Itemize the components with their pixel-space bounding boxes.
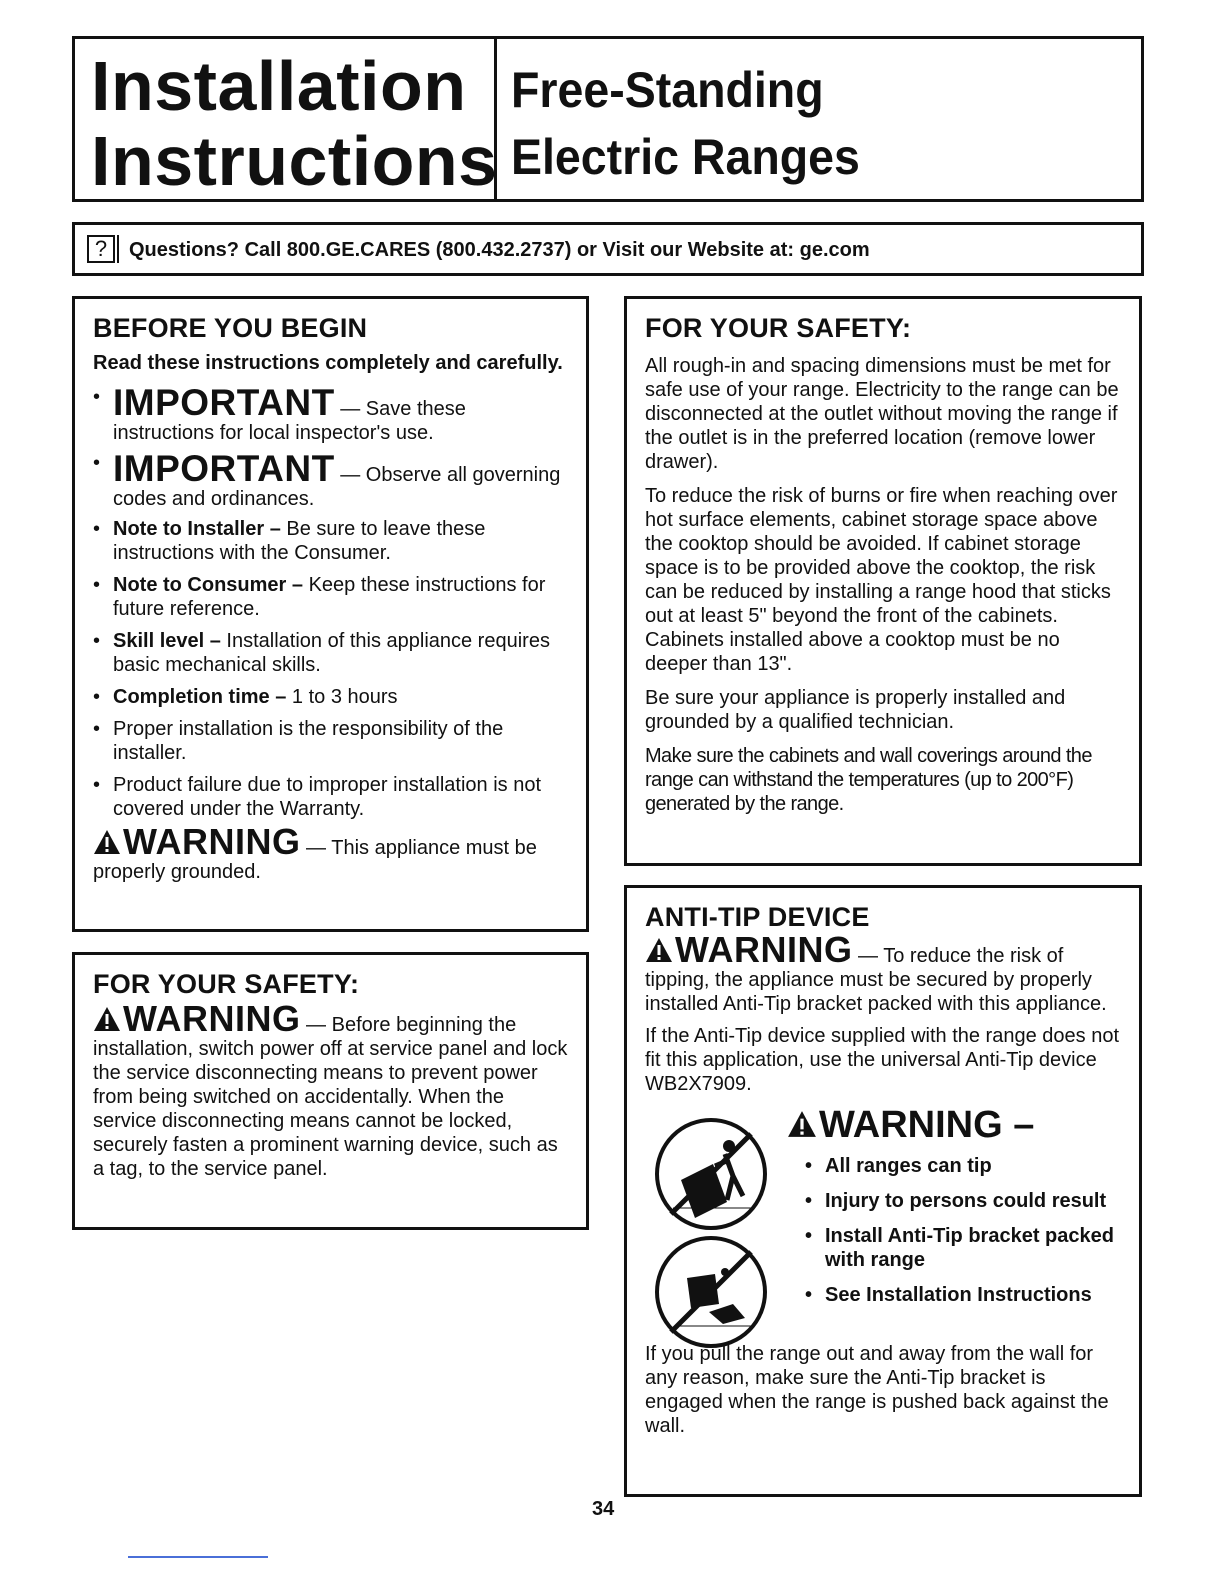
paragraph: Make sure the cabinets and wall coverings around the range can withstand the temperatures (up to 200°F) generated by the range. <box>645 745 1092 815</box>
important-text: — Observe all governing codes and ordinances. <box>113 464 561 510</box>
section-heading: FOR YOUR SAFETY: <box>93 969 360 999</box>
important-label: IMPORTANT <box>113 448 335 489</box>
warning-triangle-icon <box>93 1006 121 1032</box>
warning-triangle-icon <box>787 1110 817 1138</box>
callout-title-text: WARNING – <box>819 1104 1035 1146</box>
warning-label: WARNING <box>123 998 301 1039</box>
warning-text: — This appliance must be properly grounded. <box>93 837 537 883</box>
section-heading: ANTI-TIP DEVICE <box>645 902 870 932</box>
warning-text: — To reduce the risk of tipping, the appliance must be secured by properly installed Anti-Tip bracket packed with this appliance. <box>645 945 1107 1015</box>
list-item: • Install Anti-Tip bracket packed with range <box>805 1224 1145 1272</box>
item-text: Product failure due to improper installation is not covered under the Warranty. <box>113 774 542 820</box>
list-item <box>93 717 568 765</box>
callout-title <box>787 1104 1034 1147</box>
warning-label: WARNING <box>675 929 853 970</box>
safety-panel-right <box>624 296 1142 866</box>
item-text: Installation of this appliance requires basic mechanical skills. <box>113 630 550 676</box>
list-item: • Injury to persons could result <box>805 1189 1145 1213</box>
grounding-warning <box>93 821 568 884</box>
tip-warning-callout <box>645 1104 1121 1336</box>
list-item <box>93 517 568 565</box>
paragraph: To reduce the risk of burns or fire when reaching over hot surface elements, cabinet storage space above the cooktop should be avoided. If cabinet storage space is to be provided above the cooktop, the risk can be reduced by installing a range hood that sticks out at least 5" beyond the front of the cabinets. Cabinets installed above a cooktop must be no deeper than 13". <box>645 485 1118 675</box>
warning-triangle-icon <box>93 829 121 855</box>
list-item: • All ranges can tip <box>805 1154 1145 1178</box>
item-text: 1 to 3 hours <box>286 686 398 708</box>
paragraph: All rough-in and spacing dimensions must be met for safe use of your range. Electricity to the range can be disconnected at the outlet without moving the range if the outlet is in the preferred location (remove lower drawer). <box>645 355 1119 473</box>
list-item <box>93 685 568 709</box>
bullet-list <box>93 382 568 821</box>
tipping-warning <box>645 929 1121 1016</box>
anti-tip-panel <box>624 885 1142 1497</box>
important-text: — Save these instructions for local inspector's use. <box>113 398 466 444</box>
intro-text: Read these instructions completely and carefully. <box>93 352 563 374</box>
question-mark-icon: ? <box>87 235 115 263</box>
list-item <box>93 382 568 445</box>
item-label: Completion time – <box>113 686 287 708</box>
item-text: Proper installation is the responsibility of the installer. <box>113 718 504 764</box>
page-number: 34 <box>592 1498 615 1520</box>
before-you-begin-panel <box>72 296 589 932</box>
footer-rule <box>128 1556 268 1558</box>
document-title-line-2: Instructions <box>91 122 498 200</box>
list-item <box>93 448 568 511</box>
range-tipping-icon <box>653 1116 769 1232</box>
warning-triangle-icon <box>645 937 673 963</box>
list-item <box>93 629 568 677</box>
list-item <box>93 773 568 821</box>
questions-contact-text: Questions? Call 800.GE.CARES (800.432.2737) or Visit our Website at: ge.com <box>129 239 870 261</box>
item-text: Keep these instructions for future reference. <box>113 574 546 620</box>
important-label: IMPORTANT <box>113 382 335 423</box>
list-item: • See Installation Instructions <box>805 1283 1145 1307</box>
warning-text: — Before beginning the installation, switch power off at service panel and lock the service disconnecting means to prevent power from being switched on accidentally. When the service disconnecting means cannot be locked, securely fasten a prominent warning device, such as a tag, to the service panel. <box>93 1014 568 1180</box>
callout-list <box>805 1154 1145 1318</box>
document-title-line-1: Installation <box>91 47 467 125</box>
item-label: Skill level – <box>113 630 221 652</box>
section-heading: BEFORE YOU BEGIN <box>93 313 368 343</box>
paragraph: If you pull the range out and away from the wall for any reason, make sure the Anti-Tip bracket is engaged when the range is pushed back against the wall. <box>645 1343 1109 1437</box>
list-item <box>93 573 568 621</box>
questions-bar <box>72 222 1144 276</box>
item-text: Be sure to leave these instructions with the Consumer. <box>113 518 486 564</box>
paragraph: If the Anti-Tip device supplied with the range does not fit this application, use the universal Anti-Tip device WB2X7909. <box>645 1025 1119 1095</box>
section-heading: FOR YOUR SAFETY: <box>645 313 912 343</box>
item-label: Note to Installer – <box>113 518 281 540</box>
product-title-line-1: Free-Standing <box>511 62 824 118</box>
warning-label: WARNING <box>123 821 301 862</box>
item-label: Note to Consumer – <box>113 574 304 596</box>
range-falling-icon <box>653 1234 769 1350</box>
paragraph: Be sure your appliance is properly installed and grounded by a qualified technician. <box>645 687 1066 733</box>
document-header <box>72 36 1144 202</box>
power-off-warning <box>93 998 568 1181</box>
safety-panel-left <box>72 952 589 1230</box>
product-title-line-2: Electric Ranges <box>511 129 860 185</box>
